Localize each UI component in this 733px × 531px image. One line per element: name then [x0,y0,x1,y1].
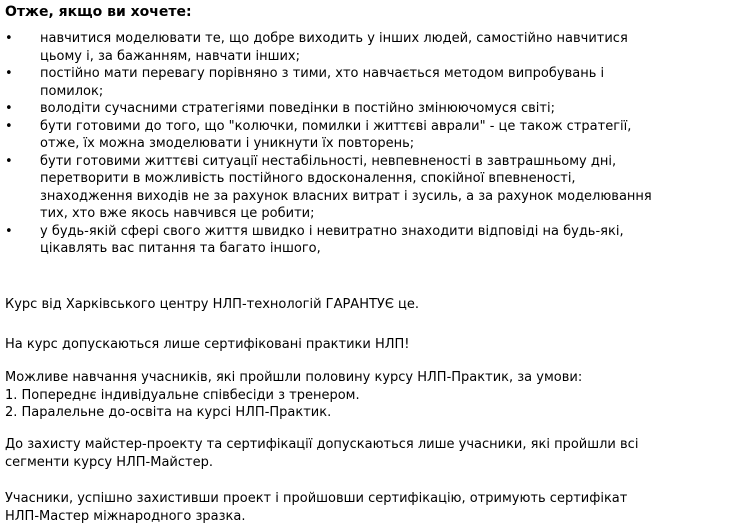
benefits-list [0,30,733,258]
bullet-icon: • [5,66,13,81]
conditions-paragraph [5,369,582,422]
list-item [0,153,733,223]
list-item-text: володіти сучасними стратегіями поведінки в постійно змінюючомуся світі; [40,101,555,116]
conditions-intro: Можливе навчання учасників, які пройшли половину курсу НЛП-Практик, за умови: [5,370,583,385]
list-item-text: навчитися моделювати те, що добре виходить у інших людей, самостійно навчитися цьому і, за бажанням, навчати інших; [40,31,628,64]
list-item-text: бути готовими до того, що "колючки, помилки і життєві аврали" - це також стратегії, отже, їх можна змоделювати і уникнути їх повторень; [40,118,632,151]
certificate-paragraph: Учасники, успішно захистивши проект і пройшовши сертифікацію, отримують сертифікат НЛП-Мастер міжнародного зразка. [5,491,628,524]
bullet-icon: • [5,31,13,46]
list-item [0,118,733,153]
condition-item: 2. Паралельне до-освіта на курсі НЛП-Практик. [5,405,332,420]
list-item-text: бути готовими життєві ситуації нестабільності, невпевненості в завтрашньому дні, перетворити в можливість постійного вдосконалення, спокійної впевненості, знаходження виходів не за рахунок власних витрат і зусиль, а за рахунок моделювання тих, хто вже якось навчився це робити; [40,153,652,221]
list-item [0,223,733,258]
bullet-icon: • [5,223,13,239]
section-heading: Отже, якщо ви хочете: [5,4,192,20]
admission-paragraph: На курс допускаються лише сертифіковані практики НЛП! [5,337,410,352]
list-item [0,30,733,65]
list-item-text: постійно мати перевагу порівняно з тими, хто навчається методом випробувань і помилок; [40,66,605,99]
bullet-icon: • [5,118,13,134]
list-item [0,100,733,118]
condition-item: 1. Попереднє індивідуальне співбесіди з тренером. [5,387,360,403]
list-item [0,65,733,100]
bullet-icon: • [5,101,13,116]
guarantee-paragraph: Курс від Харківського центру НЛП-технологій ГАРАНТУЄ це. [5,297,420,312]
bullet-icon: • [5,153,13,169]
list-item-text: у будь-якій сфері свого життя швидко і невитратно знаходити відповіді на будь-які, цікавлять вас питання та багато іншого, [40,223,624,256]
defense-paragraph: До захисту майстер-проекту та сертифікації допускаються лише учасники, які пройшли всі сегменти курсу НЛП-Майстер. [5,437,639,470]
